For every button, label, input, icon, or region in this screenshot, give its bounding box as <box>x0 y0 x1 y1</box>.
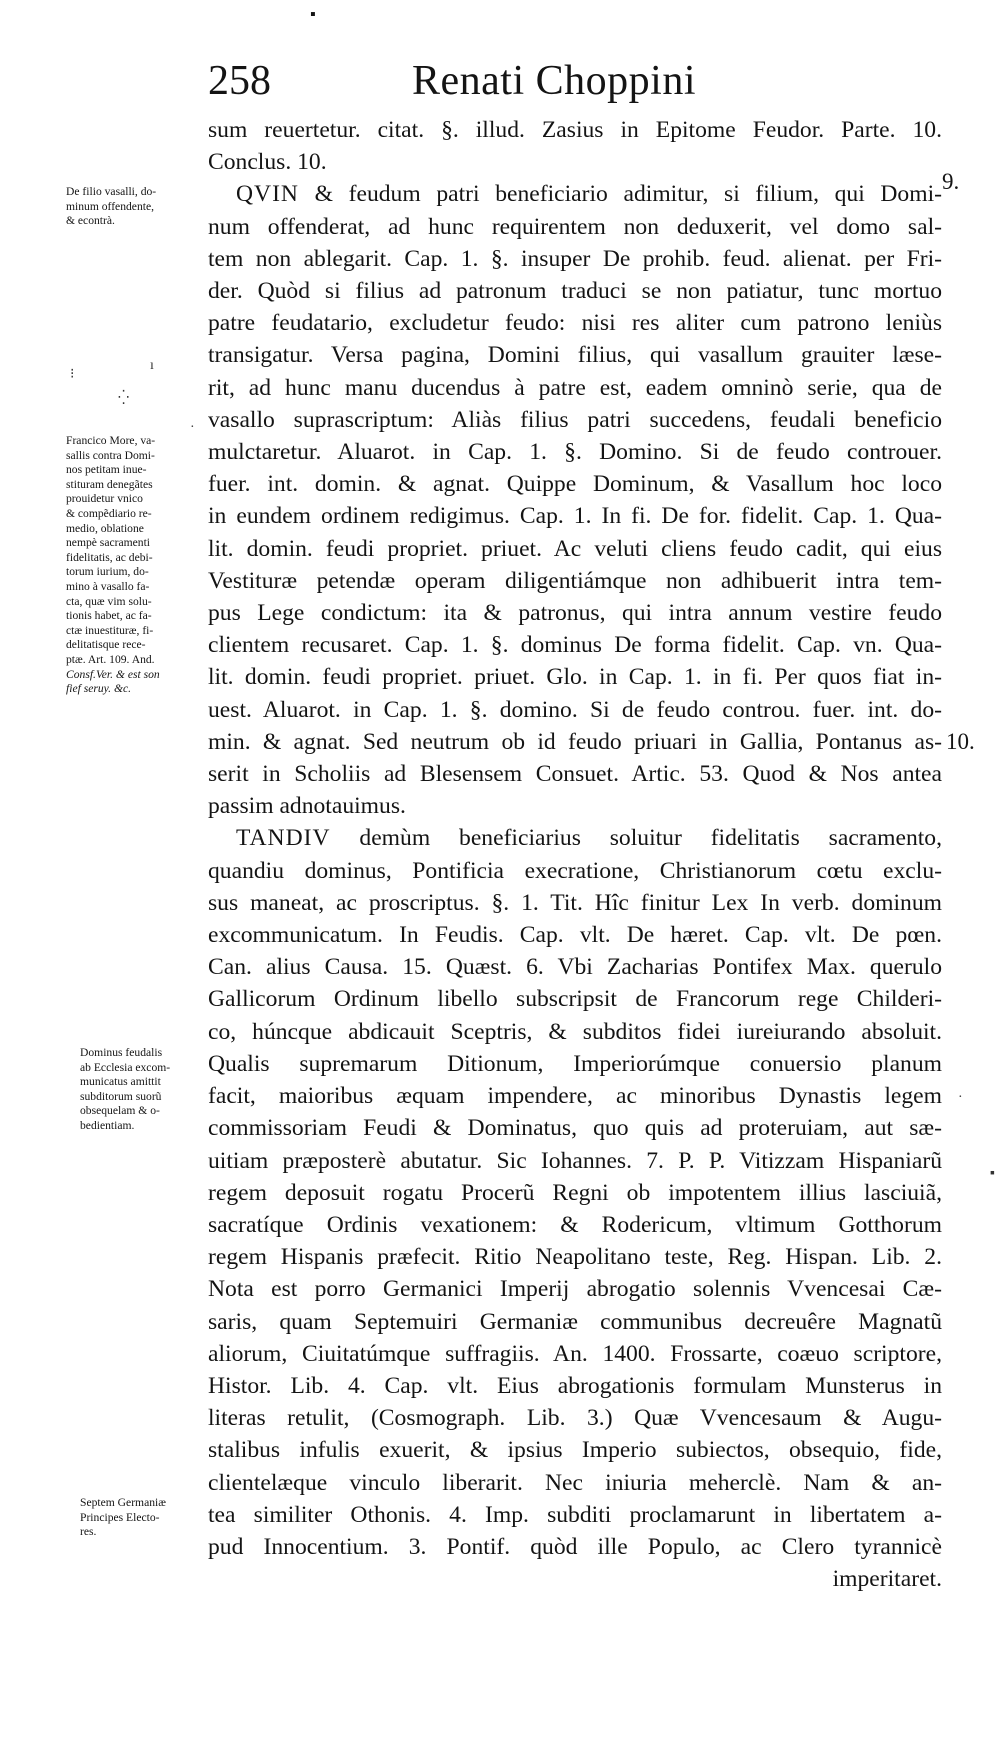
ink-speck: · <box>190 420 195 435</box>
running-head: Renati Choppini <box>412 58 696 104</box>
paragraph-number-9: 9. <box>942 169 960 194</box>
margin-note-vassal-son: De filio vasalli, do- minum offendente, & econtrà. <box>66 185 157 228</box>
margin-note-electors: Septem Germaniæ Principes Electo- res. <box>80 1496 166 1539</box>
ink-speck: · <box>958 1090 963 1105</box>
margin-note-excommunicated-lord: Dominus feudalis ab Ecclesia excom- municatus amittit subditorum suorũ obsequelam & o- bedientiam. <box>80 1046 171 1132</box>
lead-word: TANDIV <box>236 825 331 852</box>
paragraph-9: QVIN & feudum patri beneficiario adimitur, si filium, qui Domi- num offenderat, ad hunc requirentem non deduxerit, vel domo sal- tem non ablegarit. Cap. 1. §. insuper De prohib. feud. alienat. per Fri- der. Quòd si filius ad patronum traduci se non patiatur, tunc mortuo patre feudatario, excludetur feudo: nisi res aliter cum patrono leniùs transigatur. Versa pagina, Domini filius, qui vasallum grauiter læse- rit, ad hunc manu ducendus à patre est, eadem omninò serie, qua de vasallo suprascriptum: Aliàs filius patri succedens, feudali beneficio mulctaretur. Aluarot. in Cap. 1. §. Domino. Si de feudo controuer. fuer. int. domin. & agnat. Quippe Dominum, & Vasallum hoc loco in eundem ordinem redigimus. Cap. 1. In fi. De for. fidelit. Cap. 1. Qua- lit. domin. feudi propriet. priuet. Ac veluti cliens feudo cadit, qui eius Vestituræ petendæ operam diligentiámque non adhibuerit intra tem- pus Lege condictum: ita & patronus, qui intra annum vestire feudo clientem recusaret. Cap. 1. §. dominus De forma fidelit. Cap. vn. Qua- lit. domin. feudi propriet. priuet. Glo. in Cap. 1. in fi. Per quos fiat in- uest. Aluarot. in Cap. 1. §. domino. Si de feudo controu. fuer. int. do- min. & agnat. Sed neutrum ob id feudo priuari in Gallia, Pontanus as- serit in Scholiis ad Blesensem Consuet. Artic. 53. Quod & Nos antea passim adnotauimus. <box>208 181 942 820</box>
margin-note-french-custom: Francico More, va- sallis contra Domi- nos petitam inue- stituram denegãtes prouidetur vnico & compẽdiario re- medio, oblatione nempè sacramenti fidelitatis, ac debi- torum iurium, do- mino à vasallo fa- cta, quæ vim solu- tionis habet, ac fa- ctæ inuestituræ, fi- delitatisque rece- ptæ. Art. 109. And. Consf.Ver. & est son fief seruy. &c. <box>66 434 160 696</box>
ink-speck: ı <box>150 358 154 373</box>
paragraph-continuation: sum reuertetur. citat. §. illud. Zasius in Epitome Feudor. Parte. 10. Conclus. 10. <box>208 117 942 176</box>
ink-dot: ▪ <box>310 6 316 23</box>
ink-speck: ⁛ <box>118 391 130 406</box>
page-number: 258 <box>208 58 271 104</box>
catchword: imperitaret. <box>832 1566 942 1593</box>
lead-word: QVIN <box>236 181 299 208</box>
paragraph-number-10: 10. <box>946 729 975 754</box>
paragraph-10: TANDIV demùm beneficiarius soluitur fidelitatis sacramento, quandiu dominus, Pontificia execratione, Christianorum cœtu exclu- sus maneat, ac proscriptus. §. 1. Tit. Hîc finitur Lex In verb. dominum excommunicatum. In Feudis. Cap. vlt. De hæret. Cap. vlt. De pœn. Can. alius Causa. 15. Quæst. 6. Vbi Zacharias Pontifex Max. querulo Gallicorum Ordinum libello subscripsit de Francorum rege Childeri- co, húncque abdicauit Sceptris, & subditos fidei iureiurando absoluit. Qualis supremarum Ditionum, Imperiorúmque conuersio planum facit, maioribus æquam impendere, ac minoribus Dynastis legem commissoriam Feudi & Dominatus, quo quis ad proteruiam, aut sæ- uitiam præposterè abutatur. Sic Iohannes. 7. P. P. Vitizzam Hispaniarũ regem deposuit rogatu Procerũ Regni ob impotentem illius lasciuiã, sacratíque Ordinis vexationem: & Rodericum, vltimum Gotthorum regem Hispanis præfecit. Ritio Neapolitano teste, Reg. Hispan. Lib. 2. Nota est porro Germanici Imperij abrogatio solennis Vvencesai Cæ- saris, quam Septemuiri Germaniæ communibus decreuêre Magnatũ aliorum, Ciuitatúmque suffragiis. An. 1400. Frossarte, coæuo scriptore, Histor. Lib. 4. Cap. vlt. Eius abrogationis formulam Munsterus in literas retulit, (Cosmograph. Lib. 3.) Quæ Vvencesaum & Augu- stalibus infulis exuerit, & ipsius Imperio subiectos, obsequio, fide, clientelæque vinculo liberarit. Nec iniuria meherclè. Nam & an- tea similiter Othonis. 4. Imp. subditi proclamarunt in libertatem a- pud Innocentium. 3. Pontif. quòd ille Populo, ac Clero tyrannicè imperitaret. <box>208 822 942 1595</box>
ink-speck: ▪ <box>990 1166 995 1181</box>
main-text <box>208 114 942 1595</box>
ink-speck: ⁝ <box>70 367 75 382</box>
